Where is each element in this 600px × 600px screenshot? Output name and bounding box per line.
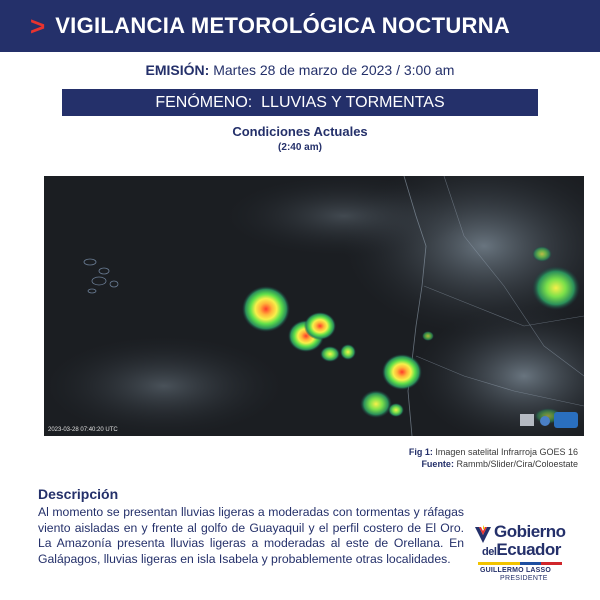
logo-line-3: GUILLERMO LASSO (480, 567, 552, 574)
flag-stripe (478, 562, 562, 565)
description-text: Al momento se presentan lluvias ligeras a moderadas con tormentas y ráfagas viento aisladas en y frente al golfo de Guayaquil y el perfil costero de El Oro. La Amazonía presenta lluvias ligeras a moderadas al este de Orellana. En Galápagos, lluvias ligeras en isla Isabela y probablemente otras localidades. (38, 505, 464, 566)
phenomenon-banner (62, 89, 538, 116)
chevron-right-icon: > (30, 11, 46, 41)
page-title: VIGILANCIA METOROLÓGICA NOCTURNA (55, 13, 511, 38)
conditions-title: Condiciones Actuales (232, 124, 368, 139)
phenomenon-text: FENÓMENO: LLUVIAS Y TORMENTAS (155, 93, 445, 111)
figure-caption (409, 446, 578, 470)
header-bar (0, 0, 600, 52)
logo-line-4: PRESIDENTE (500, 575, 548, 582)
satellite-timestamp: 2023-03-28 07:40:20 UTC (48, 427, 118, 433)
description-title: Descripción (38, 486, 119, 502)
conditions-time: (2:40 am) (278, 142, 322, 153)
figure-source-text: Rammb/Slider/Cira/Coloestate (456, 459, 578, 469)
logo-line-2: delEcuador (482, 540, 561, 559)
emission-label: EMISIÓN: (145, 62, 210, 78)
satellite-image (44, 176, 584, 436)
emission-value: Martes 28 de marzo de 2023 / 3:00 am (213, 62, 455, 78)
government-logo (472, 523, 592, 593)
logo-line-1: Gobierno (494, 522, 566, 541)
emission-line (0, 62, 600, 78)
figure-label: Fig 1: (408, 447, 433, 457)
figure-source-label: Fuente: (421, 459, 454, 469)
figure-caption-text: Imagen satelital Infrarroja GOES 16 (435, 447, 578, 457)
